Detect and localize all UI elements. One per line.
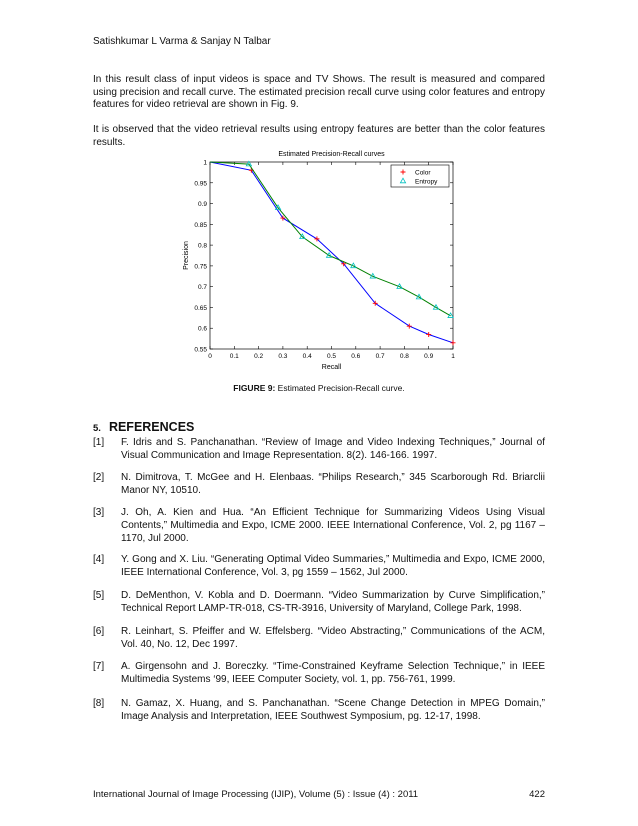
reference-number: [8] xyxy=(93,698,105,709)
reference-item xyxy=(93,625,545,651)
legend-label: Color xyxy=(415,169,431,177)
figure-caption-text: Estimated Precision-Recall curve. xyxy=(275,383,405,393)
reference-number: [6] xyxy=(93,626,105,637)
reference-text: D. DeMenthon, V. Kobla and D. Doermann. “Video Summarization by Curve Simplification,” Technical Report LAMP-TR-018, CS-TR-3916, University of Maryland, College Park, 1998. xyxy=(121,590,545,614)
reference-number: [2] xyxy=(93,472,105,483)
reference-text: Y. Gong and X. Liu. “Generating Optimal Video Summaries,” Multimedia and Expo, ICME 2000, IEEE International Conference, Vol. 3, pg 1559 – 1562, Jul 2000. xyxy=(121,554,545,578)
y-tick-label: 0.95 xyxy=(194,180,207,188)
series-line-color xyxy=(210,162,453,343)
reference-item xyxy=(93,697,545,723)
running-header: Satishkumar L Varma & Sanjay N Talbar xyxy=(93,36,271,47)
data-point-color xyxy=(451,340,456,345)
data-point-color xyxy=(426,332,431,337)
x-axis-label: Recall xyxy=(321,364,342,371)
body-paragraph-2: It is observed that the video retrieval results using entropy features are better than the color features results. xyxy=(93,124,545,148)
y-tick-label: 0.85 xyxy=(194,221,207,229)
chart-title: Estimated Precision-Recall curves xyxy=(278,151,385,158)
section-number: 5. xyxy=(93,423,101,434)
x-tick-label: 0.5 xyxy=(326,353,337,360)
y-axis-label: Precision xyxy=(183,241,190,270)
precision-recall-figure xyxy=(178,146,458,376)
reference-text: N. Gamaz, X. Huang, and S. Panchanathan. “Scene Change Detection in MPEG Domain,” Image Analysis and Interpretation, IEEE Southwest Symposium, pg. 12-17, 1998. xyxy=(121,698,545,722)
reference-text: J. Oh, A. Kien and Hua. “An Efficient Technique for Summarizing Videos Using Visual Contents,” Multimedia and Expo, ICME 2000. IEEE International Conference, Vol. 2, pg 1167 – 1170, Jul 2000. xyxy=(121,507,545,544)
y-tick-label: 0.7 xyxy=(197,284,207,292)
reference-number: [4] xyxy=(93,554,105,565)
precision-recall-chart xyxy=(178,146,458,376)
reference-text: N. Dimitrova, T. McGee and H. Elenbaas. “Philips Research,” 345 Scarborough Rd. Briarclii Manor NY, 10510. xyxy=(121,472,545,496)
y-tick-label: 0.6 xyxy=(197,325,207,333)
reference-number: [1] xyxy=(93,437,105,448)
section-title: REFERENCES xyxy=(108,420,195,434)
x-tick-label: 0.3 xyxy=(278,353,288,360)
x-tick-label: 0.6 xyxy=(351,353,361,360)
x-tick-label: 0.4 xyxy=(302,353,312,360)
y-tick-label: 1 xyxy=(203,159,207,167)
plot-frame xyxy=(210,162,453,349)
reference-item xyxy=(93,589,545,615)
reference-item xyxy=(93,471,545,497)
reference-item xyxy=(93,436,545,462)
reference-item xyxy=(93,660,545,686)
body-paragraph-1: In this result class of input videos is space and TV Shows. The result is measured and compared using precision and recall curve. The estimated precision recall curve using color features and entropy features for video retrieval are shown in Fig. 9. xyxy=(93,74,545,110)
reference-item xyxy=(93,506,545,545)
reference-text: A. Girgensohn and J. Boreczky. “Time-Constrained Keyframe Selection Technique,” in IEEE Multimedia Systems ‘99, IEEE Computer Society, vol. 1, pp. 756-761, 1999. xyxy=(121,661,545,685)
y-tick-label: 0.65 xyxy=(194,304,207,312)
journal-info: International Journal of Image Processing (IJIP), Volume (5) : Issue (4) : 2011 xyxy=(93,789,419,800)
y-tick-label: 0.8 xyxy=(197,242,207,250)
y-tick-label: 0.55 xyxy=(194,346,207,354)
reference-number: [3] xyxy=(93,507,105,518)
y-tick-label: 0.75 xyxy=(194,263,207,271)
x-tick-label: 0.2 xyxy=(254,353,264,360)
figure-caption xyxy=(0,383,638,393)
reference-number: [7] xyxy=(93,661,105,672)
x-tick-label: 0.9 xyxy=(424,353,434,360)
legend-label: Entropy xyxy=(415,178,438,186)
reference-text: F. Idris and S. Panchanathan. “Review of Image and Video Indexing Techniques,” Journal of Visual Communication and Image Representation. 8(2). 146-166. 1997. xyxy=(121,437,545,461)
x-tick-label: 0.8 xyxy=(399,353,409,360)
reference-item xyxy=(93,553,545,579)
x-tick-label: 0.1 xyxy=(229,353,239,360)
page-footer xyxy=(93,789,545,800)
reference-number: [5] xyxy=(93,590,105,601)
x-tick-label: 0.7 xyxy=(375,353,385,360)
reference-text: R. Leinhart, S. Pfeiffer and W. Effelsberg. “Video Abstracting,” Communications of the ACM, Vol. 40, No. 12, Dec 1997. xyxy=(121,626,545,650)
x-tick-label: 1 xyxy=(451,353,455,360)
x-tick-label: 0 xyxy=(208,353,212,360)
figure-caption-label: FIGURE 9: xyxy=(233,383,276,393)
page-number: 422 xyxy=(529,789,545,800)
y-tick-label: 0.9 xyxy=(197,201,207,209)
references-heading xyxy=(93,420,194,434)
